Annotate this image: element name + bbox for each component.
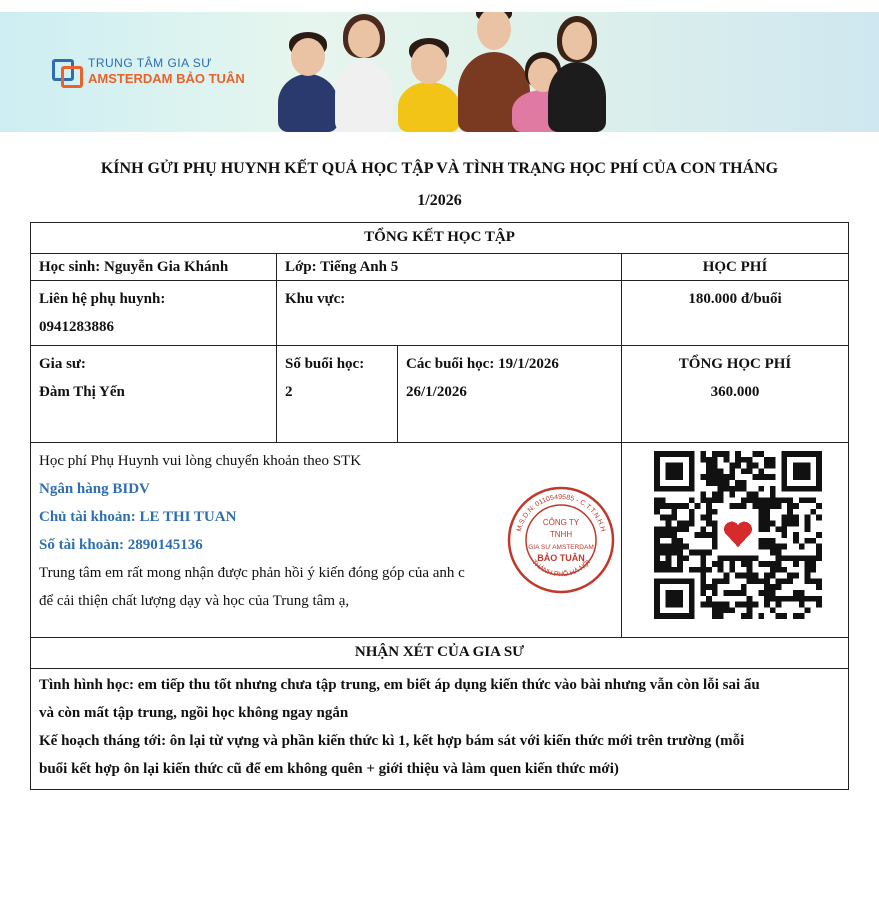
comments-title: NHẬN XÉT CỦA GIA SƯ [31,638,849,669]
summary-title: TỔNG KẾT HỌC TẬP [31,223,849,254]
sessions-cell [277,346,398,443]
report-heading: KÍNH GỬI PHỤ HUYNH KẾT QUẢ HỌC TẬP VÀ TÌNH TRẠNG HỌC PHÍ CỦA CON THÁNG [100,160,779,177]
total-value: 360.000 [710,384,760,400]
tutor-cell [31,346,277,443]
company-stamp [506,485,616,595]
feedback-line-1: Trung tâm em rất mong nhận được phản hồi ý kiến đóng góp của anh c [39,565,465,581]
fee-header: HỌC PHÍ [622,254,849,281]
class-name: Lớp: Tiếng Anh 5 [277,254,622,281]
fee-per-session: 180.000 đ/buổi [622,281,849,346]
plan-line-1: Kế hoạch tháng tới: ôn lại từ vựng và phần kiến thức kì 1, kết hợp bám sát với kiến thức mới trên trường (mỗi [39,733,745,749]
payment-intro: Học phí Phụ Huynh vui lòng chuyển khoản theo STK [39,453,362,469]
stamp-outer-text: M.S.D.N: 0110549585 - C.T.T.N.H.H [515,493,607,533]
account-number: Số tài khoản: 2890145136 [39,537,203,553]
situation-line-1: Tình hình học: em tiếp thu tốt nhưng chưa tập trung, em biết áp dụng kiến thức vào bài nhưng vẫn còn lỗi sai ẩu [39,677,760,693]
payment-qr-code [654,451,822,619]
center-logo [52,56,245,86]
stamp-bottom-text: THÀNH PHỐ HÀ NỘI [529,558,593,579]
feedback-line-2: để cải thiện chất lượng dạy và học của Trung tâm ạ, [39,593,350,609]
parent-contact [31,281,277,346]
total-label: TỔNG HỌC PHÍ [678,356,792,372]
parent-phone: 0941283886 [39,319,114,335]
logo-line-2: AMSTERDAM BẢO TUÂN [88,71,245,86]
account-owner: Chủ tài khoản: LE THI TUAN [39,509,237,525]
sessions-count: 2 [285,384,293,400]
payment-cell [31,443,622,638]
stamp-line-4: BẢO TUÂN [537,553,585,563]
report-table [30,222,849,790]
parent-contact-label: Liên hệ phụ huynh: [39,291,166,307]
plan-line-2: buổi kết hợp ôn lại kiến thức cũ để em không quên + giới thiệu và làm quen kiến thức mới) [39,761,619,777]
logo-line-1: TRUNG TÂM GIA SƯ [88,56,213,70]
dates-cell [398,346,622,443]
report-month: 1/2026 [417,192,462,209]
tutor-label: Gia sư: [39,356,86,372]
bank-name: Ngân hàng BIDV [39,481,150,497]
total-cell [622,346,849,443]
qr-cell [622,443,849,638]
student-name: Học sinh: Nguyễn Gia Khánh [31,254,277,281]
situation-line-2: và còn mất tập trung, ngồi học không ngay ngắn [39,705,349,721]
header-banner [0,12,879,132]
dates-label: Các buổi học: 19/1/2026 [406,356,559,372]
logo-icon [52,57,82,85]
stamp-line-1: CÔNG TY [542,518,580,527]
sessions-label: Số buổi học: [285,356,365,372]
stamp-line-3: GIA SƯ AMSTERDAM [528,544,594,551]
dates-value: 26/1/2026 [406,384,467,400]
area: Khu vực: [277,281,622,346]
stamp-line-2: TNHH [549,530,573,539]
tutor-name: Đàm Thị Yến [39,384,125,400]
comments-body [31,669,849,790]
